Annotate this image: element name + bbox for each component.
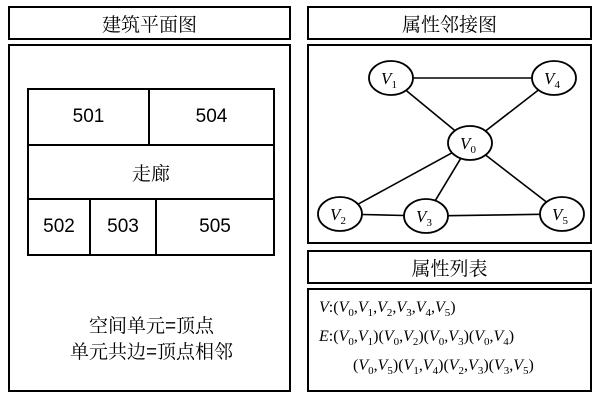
room-label: 504 [195,106,228,127]
graph-node-label: $V_3$ [416,207,432,229]
adjacency-graph-svg [309,46,590,242]
graph-edge-V0-V5 [486,155,547,202]
graph-edge-V2-V3 [362,215,404,216]
graph-edge-V1-V0 [406,90,455,130]
graph-panel-title [307,6,592,40]
graph-node-label: $V_5$ [552,205,568,227]
floorplan-room-502 [29,200,91,254]
graph-edge-V3-V5 [448,214,540,215]
formula-vertices-line: $V:(V_0,V_1,V_2,V_3,V_4,V_5)$ [319,299,456,320]
graph-node-V0 [448,126,492,160]
floorplan-corridor [29,146,273,200]
attribute-list-panel-body [307,288,592,392]
graph-node-label: $V_1$ [381,69,397,91]
graph-edge-V4-V0 [486,90,539,131]
graph-panel-body [307,44,592,244]
graph-node-label: $V_2$ [330,205,346,227]
room-label: 505 [199,216,231,237]
graph-node-V4 [532,61,576,95]
room-label: 501 [72,106,105,127]
attribute-list-title-text: 属性列表 [411,258,488,280]
attribute-list-formula [319,296,584,384]
formula-edges-line-2: $(V_0,V_5)(V_1,V_4)(V_2,V_3)(V_3,V_5)$ [353,357,534,378]
caption-line-1: 空间单元=顶点 [88,316,215,337]
room-label: 503 [107,216,139,237]
floorplan-title-text: 建筑平面图 [101,14,197,36]
graph-node-V2 [318,197,362,231]
formula-edges-line-1: $E:(V_0,V_1)(V_0,V_2)(V_0,V_3)(V_0,V_4)$ [319,328,515,349]
room-label: 走廊 [131,163,170,185]
floorplan-room-504 [150,90,273,146]
graph-title-text: 属性邻接图 [401,14,497,36]
floorplan-panel-title [8,6,291,40]
graph-node-label: $V_4$ [544,69,560,91]
room-label: 502 [43,216,75,237]
graph-edge-V0-V3 [435,158,460,200]
floorplan-panel-body [8,44,291,392]
caption-line-2: 单元共边=顶点相邻 [69,342,234,363]
graph-nodes-group [318,61,584,233]
graph-node-V3 [404,199,448,233]
floorplan-room-505 [157,200,273,254]
floorplan-drawing [27,88,275,256]
graph-node-V1 [369,61,413,95]
attribute-list-panel-title [307,250,592,284]
graph-node-label: $V_0$ [460,134,476,156]
floorplan-room-503 [91,200,157,254]
floorplan-room-501 [29,90,150,146]
graph-node-V5 [540,197,584,231]
